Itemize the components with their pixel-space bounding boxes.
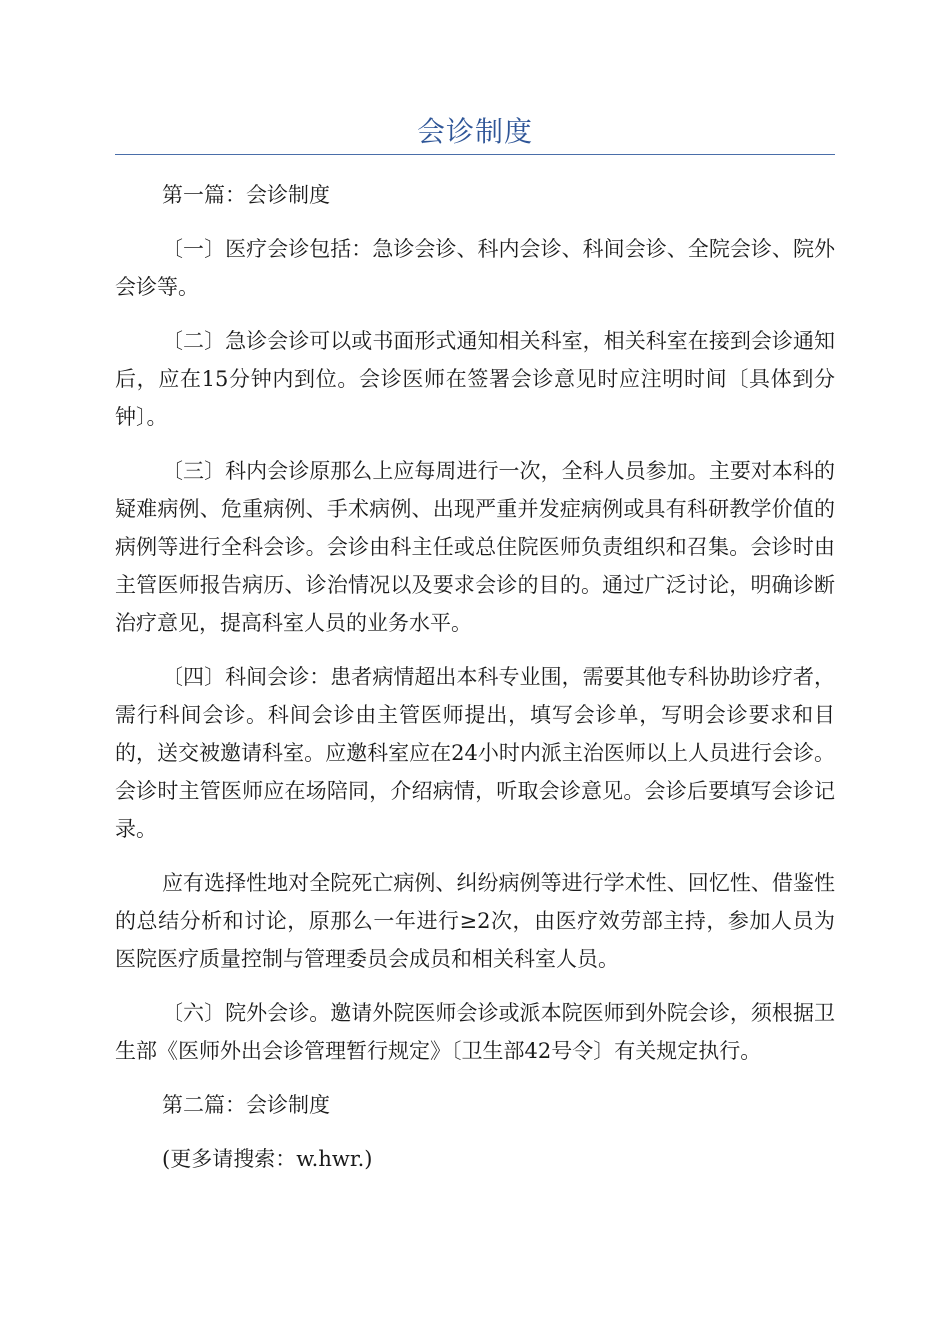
paragraph-1: 〔一〕医疗会诊包括：急诊会诊、科内会诊、科间会诊、全院会诊、院外会诊等。: [115, 237, 835, 299]
paragraph-2: 〔二〕急诊会诊可以或书面形式通知相关科室，相关科室在接到会诊通知后，应在15分钟内到位。会诊医师在签署会诊意见时应注明时间〔具体到分钟〕。: [115, 329, 835, 429]
paragraph-5: 应有选择性地对全院死亡病例、纠纷病例等进行学术性、回忆性、借鉴性的总结分析和讨论，原那么一年进行≥2次，由医疗效劳部主持，参加人员为医院医疗质量控制与管理委员会成员和相关科室人员。: [115, 871, 835, 971]
paragraph-6: 〔六〕院外会诊。邀请外院医师会诊或派本院医师到外院会诊，须根据卫生部《医师外出会诊管理暂行规定》〔卫生部42号令〕有关规定执行。: [115, 1001, 835, 1063]
section-heading-2: 第二篇：会诊制度: [162, 1093, 330, 1117]
document-body: [115, 176, 835, 1194]
document-title: 会诊制度: [416, 115, 533, 148]
section-heading-1: 第一篇：会诊制度: [162, 183, 330, 207]
search-note: (更多请搜索：w.hwr.): [162, 1147, 373, 1171]
title-underline: [115, 154, 835, 155]
paragraph-3: 〔三〕科内会诊原那么上应每周进行一次，全科人员参加。主要对本科的疑难病例、危重病例、手术病例、出现严重并发症病例或具有科研教学价值的病例等进行全科会诊。会诊由科主任或总住院医师负责组织和召集。会诊时由主管医师报告病历、诊治情况以及要求会诊的目的。通过广泛讨论，明确诊断治疗意见，提高科室人员的业务水平。: [115, 459, 835, 635]
paragraph-4: 〔四〕科间会诊：患者病情超出本科专业围，需要其他专科协助诊疗者，需行科间会诊。科间会诊由主管医师提出，填写会诊单，写明会诊要求和目的，送交被邀请科室。应邀科室应在24小时内派主治医师以上人员进行会诊。会诊时主管医师应在场陪同，介绍病情，听取会诊意见。会诊后要填写会诊记录。: [115, 665, 835, 841]
